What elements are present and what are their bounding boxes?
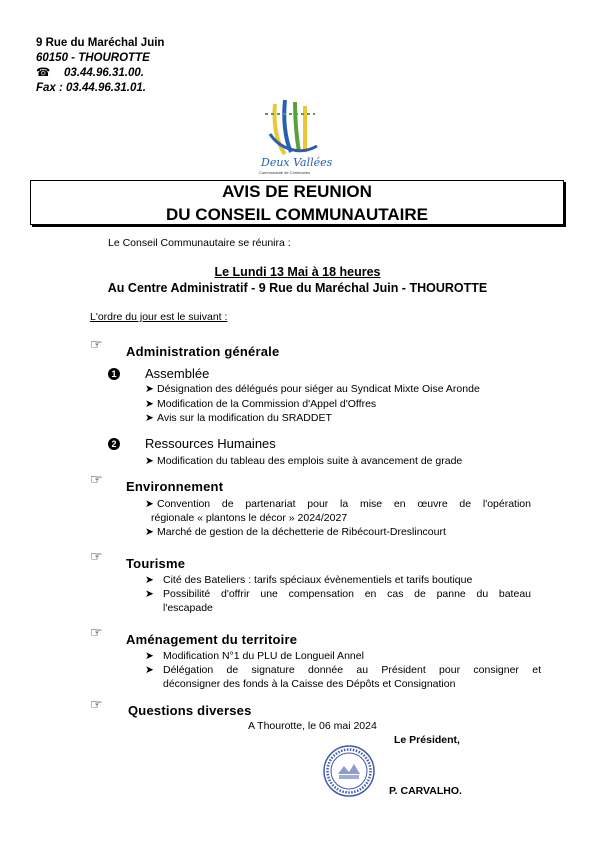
fax-line: Fax : 03.44.96.31.01. (36, 82, 146, 94)
list-item-continuation: l'escapade (163, 602, 213, 614)
president-label: Le Président, (394, 734, 460, 746)
title-line-2: DU CONSEIL COMMUNAUTAIRE (166, 205, 428, 224)
list-item: ➤ Désignation des délégués pour siéger au Syndicat Mixte Oise Aronde (145, 383, 480, 395)
arrow-icon: ➤ (145, 412, 154, 424)
pointing-hand-icon: ☞ (90, 696, 103, 712)
stamp-seal-icon (322, 744, 376, 798)
arrow-icon: ➤ (145, 664, 154, 676)
list-item: ➤ Avis sur la modification du SRADDET (145, 412, 332, 424)
arrow-icon: ➤ (145, 498, 154, 510)
list-item: ➤ Modification N°1 du PLU de Longueil Annel (145, 650, 364, 662)
telephone-icon: ☎ (36, 67, 51, 79)
list-item: ➤ Délégation de signature donnée au Président pour consigner et (145, 664, 541, 676)
list-item-continuation: déconsigner des fonds à la Caisse des Dépôts et Consignation (163, 678, 456, 690)
section-title-questions: Questions diverses (128, 703, 252, 718)
official-stamp (322, 744, 376, 798)
address-line: 9 Rue du Maréchal Juin (36, 37, 165, 49)
signatory-name: P. CARVALHO. (389, 785, 462, 797)
section-title-tourisme: Tourisme (126, 556, 186, 571)
subsection-title-assemblee: Assemblée (145, 366, 210, 381)
arrow-icon: ➤ (145, 526, 154, 538)
arrow-icon: ➤ (145, 383, 154, 395)
list-item: ➤ Marché de gestion de la déchetterie de Ribécourt-Dreslincourt (145, 526, 446, 538)
section-title-environnement: Environnement (126, 479, 224, 494)
number-badge: 1 (108, 368, 120, 380)
phone-line: ☎ 03.44.96.31.00. (36, 67, 144, 79)
logo (255, 94, 345, 180)
arrow-icon: ➤ (145, 398, 154, 410)
city-line: 60150 - THOUROTTE (36, 52, 150, 64)
arrow-icon: ➤ (145, 455, 154, 467)
list-item-continuation: régionale « plantons le décor » 2024/2027 (151, 512, 348, 524)
agenda-intro: L'ordre du jour est le suivant : (90, 311, 228, 323)
list-item: ➤ Cité des Bateliers : tarifs spéciaux évènementiels et tarifs boutique (145, 574, 473, 586)
list-item: ➤ Modification du tableau des emplois suite à avancement de grade (145, 455, 463, 467)
pointing-hand-icon: ☞ (90, 471, 103, 487)
logo-name: Deux Vallées (261, 156, 333, 169)
meeting-date: Le Lundi 13 Mai à 18 heures (214, 265, 381, 279)
place-date: A Thourotte, le 06 mai 2024 (248, 720, 377, 732)
subsection-title-rh: Ressources Humaines (145, 436, 276, 451)
title-line-1: AVIS DE REUNION (222, 182, 372, 201)
arrow-icon: ➤ (145, 588, 154, 600)
pointing-hand-icon: ☞ (90, 548, 103, 564)
pointing-hand-icon: ☞ (90, 336, 103, 352)
list-item: ➤ Convention de partenariat pour la mise en œuvre de l'opération (145, 498, 531, 510)
list-item: ➤ Modification de la Commission d'Appel d'Offres (145, 398, 377, 410)
section-title-administration: Administration générale (126, 344, 280, 359)
pointing-hand-icon: ☞ (90, 624, 103, 640)
meeting-place: Au Centre Administratif - 9 Rue du Maréchal Juin - THOUROTTE (107, 281, 488, 295)
number-badge: 2 (108, 438, 120, 450)
section-title-amenagement: Aménagement du territoire (126, 632, 298, 647)
logo-tagline: Communauté de Communes (259, 170, 311, 175)
arrow-icon: ➤ (145, 650, 154, 662)
arrow-icon: ➤ (145, 574, 154, 586)
intro-text: Le Conseil Communautaire se réunira : (108, 237, 291, 249)
list-item: ➤ Possibilité d'offrir une compensation en cas de panne du bateau (145, 588, 531, 600)
